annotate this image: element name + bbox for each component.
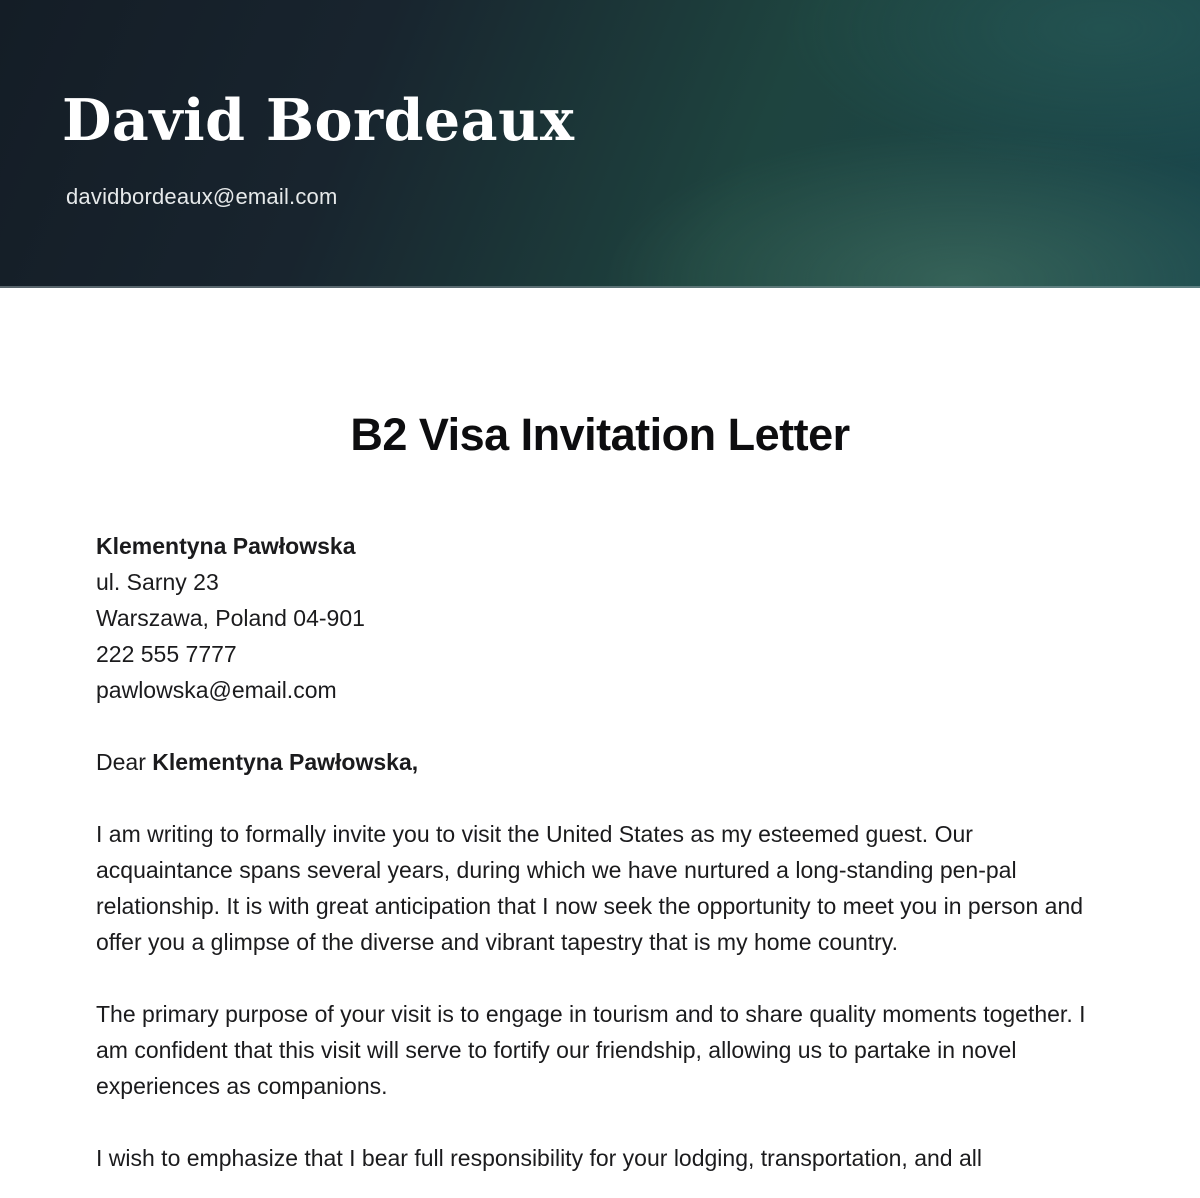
sender-email: davidbordeaux@email.com <box>66 184 338 209</box>
letter-paragraph-2: The primary purpose of your visit is to engage in tourism and to share quality moments together. I am confident that this visit will serve to fortify our friendship, allowing us to partake in novel experiences as companions. <box>96 1001 1086 1099</box>
recipient-block <box>96 528 1104 708</box>
salutation-prefix: Dear <box>96 749 153 775</box>
recipient-email: pawlowska@email.com <box>96 677 337 703</box>
salutation <box>96 744 1104 780</box>
sender-name: David Bordeaux <box>62 87 575 154</box>
recipient-street: ul. Sarny 23 <box>96 569 219 595</box>
letter-body <box>0 288 1200 1176</box>
letter-paragraph-3: I wish to emphasize that I bear full responsibility for your lodging, transportation, and all <box>96 1145 982 1171</box>
salutation-recipient-name: Klementyna Pawłowska, <box>152 749 419 775</box>
letter-paragraph-1: I am writing to formally invite you to visit the United States as my esteemed guest. Our acquaintance spans several years, during which we have nurtured a long-standing pen-pal relationship. It is with great anticipation that I now seek the opportunity to meet you in person and offer you a glimpse of the diverse and vibrant tapestry that is my home country. <box>96 821 1084 955</box>
recipient-phone: 222 555 7777 <box>96 641 237 667</box>
recipient-city: Warszawa, Poland 04-901 <box>96 605 365 631</box>
letterhead <box>0 0 1200 288</box>
recipient-name: Klementyna Pawłowska <box>96 533 356 559</box>
letter-title: B2 Visa Invitation Letter <box>350 409 850 460</box>
